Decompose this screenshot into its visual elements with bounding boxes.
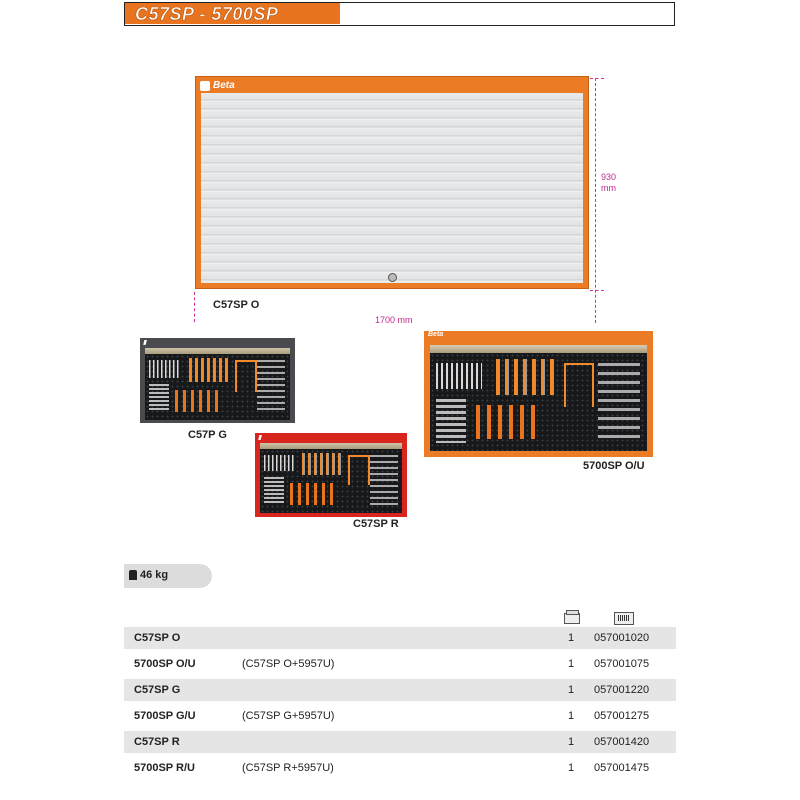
- panel-c57sp-r: [255, 433, 407, 517]
- panel-c57p-g-label: C57P G: [188, 429, 227, 441]
- beta-logo-text: Beta: [213, 80, 235, 91]
- lock-icon: [388, 273, 397, 282]
- row-number: 057001420: [594, 736, 650, 748]
- title-bar: [124, 2, 675, 26]
- panel-logo: ▮: [258, 435, 262, 441]
- pliers: [476, 405, 542, 439]
- row-code: 5700SP G/U: [134, 710, 196, 722]
- bits-rack: [257, 360, 285, 410]
- table-row: [124, 731, 676, 753]
- socket-set: [149, 384, 169, 412]
- row-qty: 1: [568, 658, 575, 670]
- row-number: 057001275: [594, 710, 650, 722]
- row-qty: 1: [568, 710, 575, 722]
- qty-box-icon-lid: [566, 610, 579, 615]
- tool-board: [145, 354, 290, 420]
- socket-set: [264, 477, 284, 505]
- screwdrivers: [496, 359, 556, 395]
- bits-rack: [370, 455, 398, 505]
- hacksaw: [235, 360, 257, 392]
- beta-logo-icon: [200, 81, 210, 91]
- row-desc: (C57SP G+5957U): [242, 710, 335, 722]
- dim-tick-top: [590, 78, 604, 79]
- panel-c57p-g: [140, 338, 295, 423]
- table-row: [124, 705, 676, 727]
- row-number: 057001075: [594, 658, 650, 670]
- row-qty: 1: [568, 684, 575, 696]
- panel-logo-text: Beta: [428, 331, 444, 338]
- main-cabinet-label: C57SP O: [213, 299, 260, 311]
- height-dimension: 930 mm: [601, 172, 617, 193]
- tool-board: [260, 449, 402, 513]
- row-code: C57SP R: [134, 736, 180, 748]
- table-row: [124, 653, 676, 675]
- table-row: [124, 627, 676, 649]
- width-dimension: 1700 mm: [375, 315, 413, 325]
- wrench-set: [436, 363, 482, 389]
- page-title: C57SP - 5700SP: [135, 4, 279, 24]
- title-tab: [125, 3, 340, 24]
- row-number: 057001020: [594, 632, 650, 644]
- hacksaw: [348, 455, 370, 485]
- panel-logo: [428, 333, 456, 341]
- weight-icon: [129, 570, 137, 580]
- pliers: [175, 390, 219, 412]
- socket-set: [436, 399, 466, 443]
- hacksaw: [564, 363, 594, 407]
- row-qty: 1: [568, 632, 575, 644]
- main-cabinet: [195, 76, 589, 289]
- wrench-set: [149, 360, 181, 378]
- weight-badge: [124, 564, 212, 588]
- wrench-set: [264, 455, 294, 471]
- row-number: 057001475: [594, 762, 650, 774]
- table-row: [124, 679, 676, 701]
- dim-tick-bottom: [590, 290, 604, 291]
- table-row: [124, 757, 676, 779]
- beta-logo: [200, 80, 246, 93]
- row-code: C57SP O: [134, 632, 181, 644]
- panel-5700sp-ou-label: 5700SP O/U: [583, 460, 645, 472]
- row-code: 5700SP R/U: [134, 762, 195, 774]
- width-dimension-left-line: [194, 292, 195, 322]
- barcode-box-icon: [614, 612, 634, 625]
- panel-logo: ▮: [143, 340, 147, 346]
- bits-rack: [598, 363, 640, 439]
- screwdrivers: [302, 453, 342, 475]
- barcode-lines: [618, 615, 629, 621]
- row-code: 5700SP O/U: [134, 658, 196, 670]
- row-number: 057001220: [594, 684, 650, 696]
- shutter-roll: [430, 345, 647, 353]
- weight-value: 46 kg: [140, 569, 169, 581]
- screwdrivers: [189, 358, 229, 382]
- row-desc: (C57SP R+5957U): [242, 762, 334, 774]
- height-dimension-line: [595, 78, 596, 323]
- panel-c57sp-r-label: C57SP R: [353, 518, 399, 530]
- panel-5700sp-ou: [424, 331, 653, 457]
- row-desc: (C57SP O+5957U): [242, 658, 335, 670]
- row-qty: 1: [568, 762, 575, 774]
- qty-box-icon: [564, 613, 580, 624]
- row-qty: 1: [568, 736, 575, 748]
- row-code: C57SP G: [134, 684, 181, 696]
- pliers: [290, 483, 334, 505]
- roller-shutter: [201, 93, 583, 283]
- tool-board: [430, 353, 647, 451]
